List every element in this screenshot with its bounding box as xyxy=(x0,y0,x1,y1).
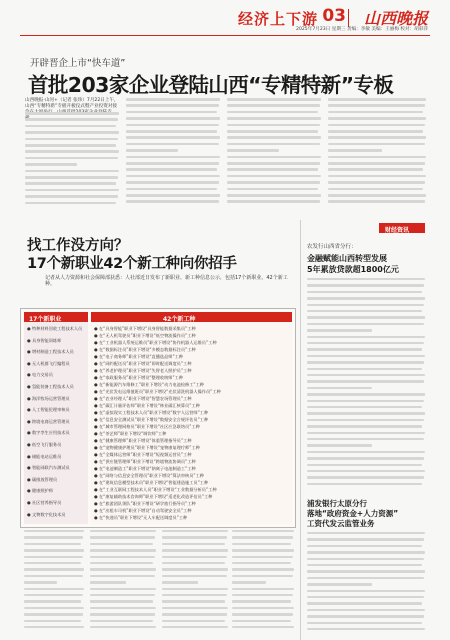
text-line xyxy=(126,149,178,152)
list-item: ● 社区营养指导员 xyxy=(27,500,62,505)
story-1-kicker: 开辟晋企上市“快车道” xyxy=(30,58,126,69)
text-line xyxy=(328,188,423,191)
list-item: ● 无人机群飞行编程员 xyxy=(27,360,70,366)
text-line xyxy=(307,570,425,572)
list-item: ● 在“信息安全测试员”职业下增设“数据安全合规评估员”工种 xyxy=(94,417,209,422)
text-line xyxy=(328,130,423,133)
list-item: ● 增材制造工程技术人员 xyxy=(27,349,74,355)
text-line xyxy=(307,551,425,553)
text-line xyxy=(162,549,228,551)
text-line xyxy=(126,175,220,178)
text-line xyxy=(25,131,119,134)
list-item: ● 在“供应链管理师”职业下增设“跨境物流协调员”工种 xyxy=(94,459,196,464)
text-line xyxy=(328,156,426,159)
list-item: ● 在“茶艺师”职业下增设“调饮师”工种 xyxy=(94,431,167,436)
list-item: ● 在“养老护理员”职业下增设“失智老人照护员”工种 xyxy=(94,368,192,373)
text-line xyxy=(24,575,83,577)
list-item: ● 低空飞行服务员 xyxy=(27,442,62,447)
text-line xyxy=(227,200,320,203)
list-item: ● 在“无人机驾驶员”职业下增设“低空物流操作员”工种 xyxy=(94,333,196,338)
finance-tag xyxy=(379,223,425,233)
list-item: ● 碳排放管理员 xyxy=(27,476,58,482)
text-line xyxy=(162,594,227,596)
text-line xyxy=(328,104,425,107)
text-line xyxy=(24,600,81,602)
list-item: ● 储能电站运维员 xyxy=(27,453,62,459)
list-item: ● 在“碳汇计量评估师”职业下增设“林业碳汇核算员”工种 xyxy=(94,403,200,408)
text-line xyxy=(307,355,425,357)
finance-tag-label: 财经资讯 xyxy=(385,226,410,234)
text-line xyxy=(162,543,225,545)
text-line xyxy=(227,98,321,101)
section-name: 经济上下游 xyxy=(237,10,318,28)
news-2-body xyxy=(307,532,425,636)
text-line xyxy=(162,536,227,538)
text-line xyxy=(307,451,425,453)
text-line xyxy=(307,336,425,338)
text-line xyxy=(307,380,424,382)
text-line xyxy=(328,194,426,197)
text-line xyxy=(227,188,318,191)
text-line xyxy=(328,136,426,139)
story-1-lead: 山西晚报·山河+（记者 张珍）7月22日上午，山西“专精特新”专板开板仪式暨产业投资对接 xyxy=(25,98,119,109)
text-line xyxy=(126,117,220,120)
story-2-headline-1: 找工作没方向？ xyxy=(27,238,129,254)
left-list-panel xyxy=(24,312,88,524)
text-line xyxy=(307,590,425,592)
text-line xyxy=(227,194,321,197)
text-line xyxy=(162,568,228,570)
text-line xyxy=(307,532,425,534)
text-line xyxy=(90,594,155,596)
text-line xyxy=(307,538,424,540)
text-line xyxy=(162,556,227,558)
text-line xyxy=(25,176,118,179)
list-item: ● 电力交易员 xyxy=(27,372,53,378)
text-line xyxy=(162,588,228,590)
right-list-title: 42个新工种 xyxy=(163,315,196,323)
text-line xyxy=(307,425,422,427)
text-line xyxy=(328,143,425,146)
list-item: ● 健康照护师 xyxy=(27,488,53,494)
text-line xyxy=(307,432,425,434)
text-line xyxy=(227,124,320,127)
text-line xyxy=(24,581,57,583)
text-line xyxy=(25,157,118,160)
list-item: ● 在“网络与信息安全管理员”职业下增设“算法审核员”工种 xyxy=(94,473,204,478)
text-line xyxy=(90,575,155,577)
text-line xyxy=(25,125,116,128)
text-line xyxy=(227,162,320,165)
text-line xyxy=(227,136,321,139)
text-line xyxy=(162,626,228,628)
text-line xyxy=(232,626,294,628)
text-line xyxy=(90,581,126,583)
list-item: ● 海洋牧场运营管理员 xyxy=(27,395,70,401)
list-item: ● 智能网联汽车测试员 xyxy=(27,465,70,471)
text-line xyxy=(25,138,118,141)
list-item: ● 跨境电商运营管理员 xyxy=(27,418,70,424)
text-line xyxy=(307,457,424,459)
text-line xyxy=(307,310,422,312)
story-1-headline: 首批203家企业登陆山西“专精特新”专板 xyxy=(28,73,394,97)
page-number: 03 xyxy=(322,6,346,26)
text-line xyxy=(162,600,225,602)
text-line xyxy=(126,98,220,101)
text-line xyxy=(328,149,382,152)
text-line xyxy=(90,549,156,551)
news-1-kicker: 农发行山西省分行： xyxy=(307,244,357,250)
list-item: ● 在“家政服务员”职业下增设“整理收纳师”工种 xyxy=(94,375,184,380)
text-line xyxy=(232,594,293,596)
right-list-panel xyxy=(91,312,292,524)
text-line xyxy=(307,419,424,421)
list-item: ● 氢能装备工程技术人员 xyxy=(27,384,74,389)
text-line xyxy=(24,530,84,532)
text-line xyxy=(25,170,119,173)
text-line xyxy=(307,476,424,478)
list-item: ● 在“光伏发电运维值班员”职业下增设“光伏清洗机器人操作员”工种 xyxy=(94,389,221,394)
newspaper-logo: 山西晚报 xyxy=(363,9,428,28)
list-item: ● 在“康复辅助技术咨询师”职业下增设“适老化改造评估员”工种 xyxy=(94,494,213,499)
list-item: ● 在“健康管理师”职业下增设“体重管理指导员”工种 xyxy=(94,438,192,443)
text-line xyxy=(307,615,424,617)
list-item: ● 人工智能伦理审核员 xyxy=(27,407,70,413)
side-column xyxy=(300,220,431,640)
masthead xyxy=(0,0,450,38)
text-line xyxy=(162,613,227,615)
text-line xyxy=(24,556,83,558)
text-line xyxy=(24,620,81,622)
text-line xyxy=(90,607,156,609)
text-line xyxy=(307,622,422,624)
text-line xyxy=(90,613,155,615)
list-item: ● 在“城市管理网格员”职业下增设“社区应急联络员”工种 xyxy=(94,424,200,429)
text-line xyxy=(307,284,424,286)
text-line xyxy=(24,568,84,570)
text-line xyxy=(307,602,422,604)
text-line xyxy=(307,470,425,472)
text-line xyxy=(90,588,156,590)
news-2-headline-3: 工资代发云监管业务 xyxy=(307,519,375,528)
text-line xyxy=(126,194,220,197)
list-item: ● 在“宠物健康护理员”职业下增设“宠物康复理疗师”工种 xyxy=(94,445,200,450)
list-item: ● 在“工业机器人系统运维员”职业下增设“协作机器人运维员”工种 xyxy=(94,340,217,345)
text-line xyxy=(227,111,318,114)
text-line xyxy=(307,545,422,547)
text-line xyxy=(25,144,116,147)
list-item: ● 数字孪生应用技术员 xyxy=(27,430,70,436)
text-line xyxy=(90,530,156,532)
text-line xyxy=(328,200,425,203)
text-line xyxy=(24,607,84,609)
text-line xyxy=(307,393,425,395)
text-line xyxy=(328,175,426,178)
text-line xyxy=(307,368,422,370)
text-line xyxy=(232,575,293,577)
text-line xyxy=(24,543,81,545)
right-list-header xyxy=(91,312,292,322)
text-line xyxy=(25,150,119,153)
text-line xyxy=(24,549,84,551)
news-2-headline-2: 落地“政府资金+人力资源” xyxy=(307,509,399,518)
text-line xyxy=(232,562,291,564)
text-line xyxy=(162,607,228,609)
list-item: ● 在“网约配送员”职业下增设“即时配送调度员”工种 xyxy=(94,361,192,366)
date-line: 2025年7月23日 星期三 责编：李敏 美编：王丽梅 校对：胡彩萍 xyxy=(296,27,428,32)
text-line xyxy=(307,596,424,598)
text-line xyxy=(232,613,293,615)
text-line xyxy=(232,530,294,532)
list-item: ● 具身智能训练师 xyxy=(27,337,62,343)
list-item: ● 在“农业经理人”职业下增设“智慧农场管理员”工种 xyxy=(94,396,192,401)
text-line xyxy=(126,162,219,165)
text-line xyxy=(227,181,320,184)
text-line xyxy=(328,124,425,127)
list-item: ● 在“电池制造工”职业下增设“钠离子电池制造工”工种 xyxy=(94,466,196,471)
text-line xyxy=(232,607,294,609)
text-line xyxy=(227,130,318,133)
text-line xyxy=(307,412,425,414)
text-line xyxy=(307,329,372,331)
list-item: ● 在“数据标注员”职业下增设“多模态数据标注员”工种 xyxy=(94,347,196,352)
text-line xyxy=(307,609,425,611)
story-2 xyxy=(20,220,298,640)
text-line xyxy=(90,626,156,628)
text-line xyxy=(227,149,279,152)
news-2-headline-1: 浦发银行太原分行 xyxy=(307,499,367,508)
text-line xyxy=(232,568,294,570)
text-line xyxy=(25,112,119,115)
text-line xyxy=(307,387,372,389)
text-line xyxy=(162,581,198,583)
text-line xyxy=(328,98,426,101)
news-1-headline-1: 金融赋能山西转型发展 xyxy=(307,254,387,263)
left-list-title: 17个新职业 xyxy=(29,315,62,323)
text-line xyxy=(307,297,425,299)
text-line xyxy=(328,111,423,114)
list-item: ● 在“新能源汽车维修工”职业下增设“动力电池检修工”工种 xyxy=(94,382,204,387)
text-line xyxy=(24,588,84,590)
text-line xyxy=(24,536,83,538)
text-line xyxy=(307,316,425,318)
text-line xyxy=(25,182,116,185)
text-line xyxy=(307,348,422,350)
text-line xyxy=(307,291,422,293)
masthead-divider xyxy=(348,9,350,27)
text-line xyxy=(126,104,219,107)
text-line xyxy=(227,104,320,107)
text-line xyxy=(307,577,424,579)
text-line xyxy=(162,530,228,532)
text-line xyxy=(307,278,425,280)
text-line xyxy=(307,464,422,466)
text-line xyxy=(25,202,116,205)
text-line xyxy=(90,620,153,622)
text-line xyxy=(24,626,84,628)
list-item: ● 在“具身智能”职业下增设“具身智能数据采集员”工种 xyxy=(94,326,196,331)
text-line xyxy=(126,130,217,133)
text-line xyxy=(307,438,424,440)
text-line xyxy=(328,117,426,120)
text-line xyxy=(307,483,422,485)
list-item: ● 在“快递员”职业下增设“无人车配送调度员”工种 xyxy=(94,515,188,520)
text-line xyxy=(90,600,153,602)
list-item: ● 文物数字化技术员 xyxy=(27,511,66,517)
text-line xyxy=(126,200,219,203)
text-line xyxy=(232,543,291,545)
text-line xyxy=(307,558,424,560)
text-line xyxy=(25,195,118,198)
list-item: ● 在“建筑信息模型技术员”职业下增设“智能建造施工员”工种 xyxy=(94,480,209,485)
text-line xyxy=(307,564,422,566)
text-line xyxy=(232,588,294,590)
text-line xyxy=(307,361,424,363)
text-line xyxy=(307,628,425,630)
text-line xyxy=(328,162,425,165)
text-line xyxy=(307,323,424,325)
list-item: ● 在“工业互联网工程技术人员”职业下增设“工业数据分析员”工种 xyxy=(94,487,217,492)
story-1-body xyxy=(20,98,430,214)
text-line xyxy=(90,568,156,570)
text-line xyxy=(307,304,424,306)
text-line xyxy=(232,549,294,551)
text-line xyxy=(25,189,119,192)
text-line xyxy=(232,620,291,622)
text-line xyxy=(126,111,217,114)
left-list-header xyxy=(24,312,88,322)
text-line xyxy=(24,562,81,564)
text-line xyxy=(90,543,153,545)
text-line xyxy=(232,600,291,602)
text-line xyxy=(307,583,372,585)
text-line xyxy=(227,143,320,146)
text-line xyxy=(232,556,293,558)
text-line xyxy=(307,400,424,402)
text-line xyxy=(162,575,227,577)
text-line xyxy=(126,156,220,159)
text-line xyxy=(126,136,220,139)
text-line xyxy=(24,594,83,596)
masthead-rule xyxy=(20,35,430,36)
text-line xyxy=(126,168,217,171)
list-item: ● 在“出租车司机”职业下增设“自动驾驶安全员”工种 xyxy=(94,508,192,513)
text-line xyxy=(328,181,425,184)
text-line xyxy=(126,124,219,127)
text-line xyxy=(90,556,155,558)
text-line xyxy=(227,156,321,159)
news-1-body xyxy=(307,278,425,492)
text-line xyxy=(90,562,153,564)
story-2-headline-2: 17个新职业42个新工种向你招手 xyxy=(27,256,237,272)
text-line xyxy=(307,444,372,446)
new-jobs-box xyxy=(20,308,296,528)
text-line xyxy=(162,562,225,564)
news-1-headline-2: 5年累放贷款超1800亿元 xyxy=(307,265,399,274)
story-2-lead xyxy=(45,275,295,291)
text-line xyxy=(126,143,219,146)
text-line xyxy=(307,406,422,408)
story-2-lead-text: 记者从人力资源和社会保障部获悉：人社部近日发布了新职业、新工种信息公示，包括17个新职业、42个新工种。 xyxy=(45,275,288,288)
text-line xyxy=(25,163,77,166)
text-line xyxy=(25,118,118,121)
text-line xyxy=(227,117,321,120)
text-line xyxy=(227,168,318,171)
list-item: ● 在“全媒体运营师”职业下增设“短视频运营员”工种 xyxy=(94,452,192,457)
story-2-text-columns xyxy=(20,530,298,640)
story-1-text-columns xyxy=(20,98,430,214)
text-line xyxy=(307,342,424,344)
text-line xyxy=(90,536,155,538)
text-line xyxy=(232,536,293,538)
text-line xyxy=(126,188,217,191)
list-item: ● 在“电子商务师”职业下增设“直播选品师”工种 xyxy=(94,354,184,359)
text-line xyxy=(227,175,321,178)
text-line xyxy=(162,620,225,622)
text-line xyxy=(126,181,219,184)
story-1 xyxy=(20,38,430,220)
list-item: ● 在“旅游团队领队”职业下增设“研学旅行指导员”工种 xyxy=(94,501,196,506)
text-line xyxy=(24,613,83,615)
list-item: ● 特种材料回收工程技术人员 xyxy=(27,326,83,331)
text-line xyxy=(232,581,266,583)
text-line xyxy=(328,168,423,171)
list-item: ● 在“虚拟现实工程技术人员”职业下增设“数字人运营师”工种 xyxy=(94,410,209,415)
text-line xyxy=(307,374,425,376)
